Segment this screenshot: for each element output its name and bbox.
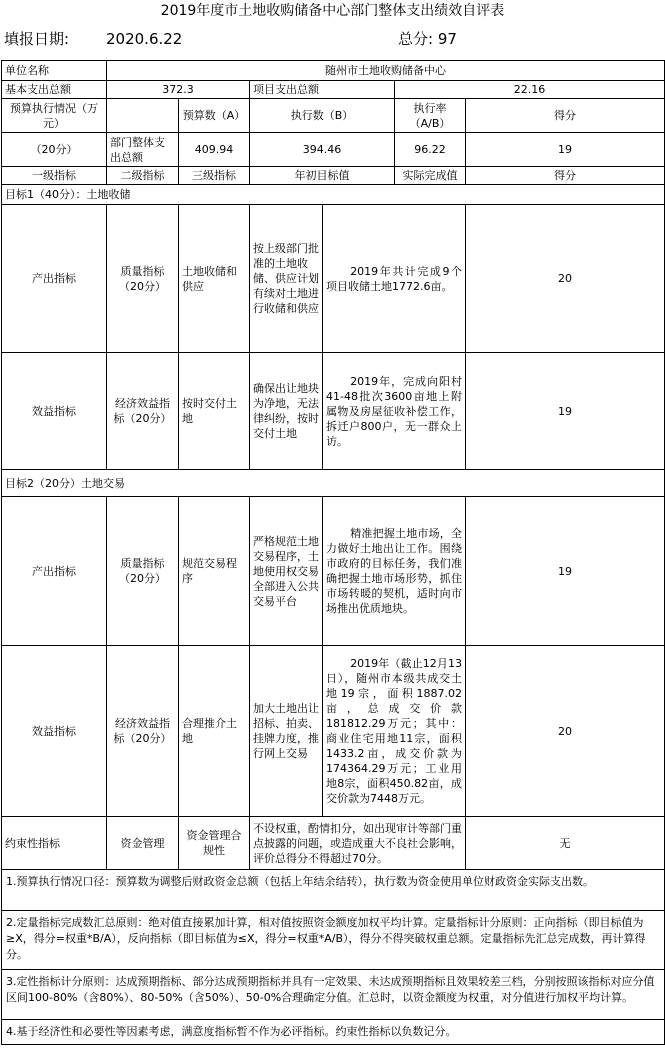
budget-col-score: 得分 [466,99,665,133]
budget-label: 预算执行情况（万元） [2,99,107,133]
expense-row [2,81,665,99]
note-row [2,970,665,1020]
indicator-level2: 经济效益指标（20分） [107,646,179,817]
unit-label: 单位名称 [2,61,107,81]
page-title: 2019年度市土地收购储备中心部门整体支出绩效自评表 [160,3,505,19]
goal-title-row [2,185,665,205]
goal-1-title: 目标1（40分）：土地收储 [2,185,665,205]
evaluation-table [1,60,665,1045]
basic-expense-label: 基本支出总额 [2,81,107,99]
col-level2: 二级指标 [107,167,179,185]
unit-value: 随州市土地收购储备中心 [107,61,665,81]
col-score: 得分 [466,167,665,185]
budget-row-label: 部门整体支出总额 [107,133,179,167]
project-expense-label: 项目支出总额 [250,81,395,99]
indicator-score: 19 [466,353,665,470]
indicator-target: 严格规范土地交易程序，土地使用权交易全部进入公共交易平台 [250,497,323,646]
col-level1: 一级指标 [2,167,107,185]
note-4: 4.基于经济性和必要性等因素考虑，满意度指标暂不作为必评指标。约束性指标以负数记分。 [2,1020,665,1045]
col-target: 年初目标值 [250,167,395,185]
indicator-target: 确保出让地块为净地，无法律纠纷，按时交付土地 [250,353,323,470]
date-label: 填报日期: [4,30,70,48]
unit-row [2,61,665,81]
project-expense-value: 22.16 [395,81,665,99]
indicator-level1: 效益指标 [2,353,107,470]
indicator-score: 19 [466,497,665,646]
indicator-actual: 2019年（截止12月13日），随州市本级共成交土地19宗，面积1887.02亩，总成交价款181812.29万元；其中：商业住宅用地11宗，面积1433.2亩，成交价款为174364.29万元；工业用地8宗，面积450.82亩，成交价款为7448万元。 [323,646,466,817]
indicator-level1: 产出指标 [2,497,107,646]
exec-value: 394.46 [250,133,395,167]
budget-label-blank [107,99,179,133]
col-actual: 实际完成值 [395,167,466,185]
constraint-level2: 资金管理 [107,817,179,870]
total-score: 总分: 97 [398,30,457,48]
rate-value: 96.22 [395,133,466,167]
goal-title-row [2,470,665,497]
indicator-level2: 质量指标（20分） [107,497,179,646]
indicator-actual: 2019年，完成向阳村41-48批次3600亩地上附属物及房屋征收补偿工作，拆迁户800户，无一群众上访。 [323,353,466,470]
indicator-actual: 2019年共计完成9个项目收储土地1772.6亩。 [323,205,466,353]
basic-expense-value: 372.3 [107,81,250,99]
constraint-level1: 约束性指标 [2,817,107,870]
note-3: 3.定性指标计分原则：达成预期指标、部分达成预期指标并具有一定效果、未达成预期指标且效果较差三档，分别按照该指标对应分值区间100-80%（含80%）、80-50%（含50%）、50-0%合理确定分值。汇总时，以资金额度为权重，对分值进行加权平均计算。 [2,970,665,1020]
constraint-row [2,817,665,870]
budget-col-b: 执行数（B） [250,99,395,133]
indicator-actual: 精准把握土地市场，全力做好土地出让工作。围绕市政府的目标任务，我们准确把握土地市场形势，抓住市场转暖的契机，适时向市场推出优质地块。 [323,497,466,646]
constraint-desc: 不设权重，酌情扣分，如出现审计等部门重点披露的问题，或造成重大不良社会影响，评价总得分不得超过70分。 [250,817,466,870]
constraint-score: 无 [466,817,665,870]
indicator-target: 按上级部门批准的土地收储、供应计划有续对土地进行收储和供应 [250,205,323,353]
budget-header-row [2,99,665,133]
budget-value-row [2,133,665,167]
indicator-level3: 规范交易程序 [179,497,250,646]
col-level3: 三级指标 [179,167,250,185]
indicator-row [2,646,665,817]
indicator-level1: 产出指标 [2,205,107,353]
indicator-score: 20 [466,205,665,353]
budget-col-rate: 执行率（A/B） [395,99,466,133]
indicator-level3: 合理推介土地 [179,646,250,817]
budget-points: （20分） [2,133,107,167]
indicator-score: 20 [466,646,665,817]
indicator-level3: 按时交付土地 [179,353,250,470]
indicator-row [2,497,665,646]
note-2: 2.定量指标完成数汇总原则：绝对值直接累加计算，相对值按照资金额度加权平均计算。定量指标计分原则：正向指标（即目标值为≥X，得分=权重*B/A），反向指标（即目标值为≤X，得分=权重*A/B），得分不得突破权重总额。定量指标先汇总完成数，再计算得分。 [2,911,665,970]
indicator-level3: 土地收储和供应 [179,205,250,353]
note-row [2,1020,665,1045]
indicator-level2: 质量指标（20分） [107,205,179,353]
budget-value: 409.94 [179,133,250,167]
constraint-level3: 资金管理合规性 [179,817,250,870]
indicator-target: 加大土地出让招标、拍卖、挂牌力度，推行网上交易 [250,646,323,817]
note-row [2,911,665,970]
indicator-row [2,205,665,353]
indicator-level2: 经济效益指标（20分） [107,353,179,470]
note-row [2,870,665,911]
column-header-row [2,167,665,185]
date-value: 2020.6.22 [106,30,183,48]
note-1: 1.预算执行情况口径：预算数为调整后财政资金总额（包括上年结余结转），执行数为资金使用单位财政资金实际支出数。 [2,870,665,911]
budget-col-a: 预算数（A） [179,99,250,133]
indicator-row [2,353,665,470]
indicator-level1: 效益指标 [2,646,107,817]
goal-2-title: 目标2（20分）土地交易 [2,470,665,497]
budget-score-value: 19 [466,133,665,167]
